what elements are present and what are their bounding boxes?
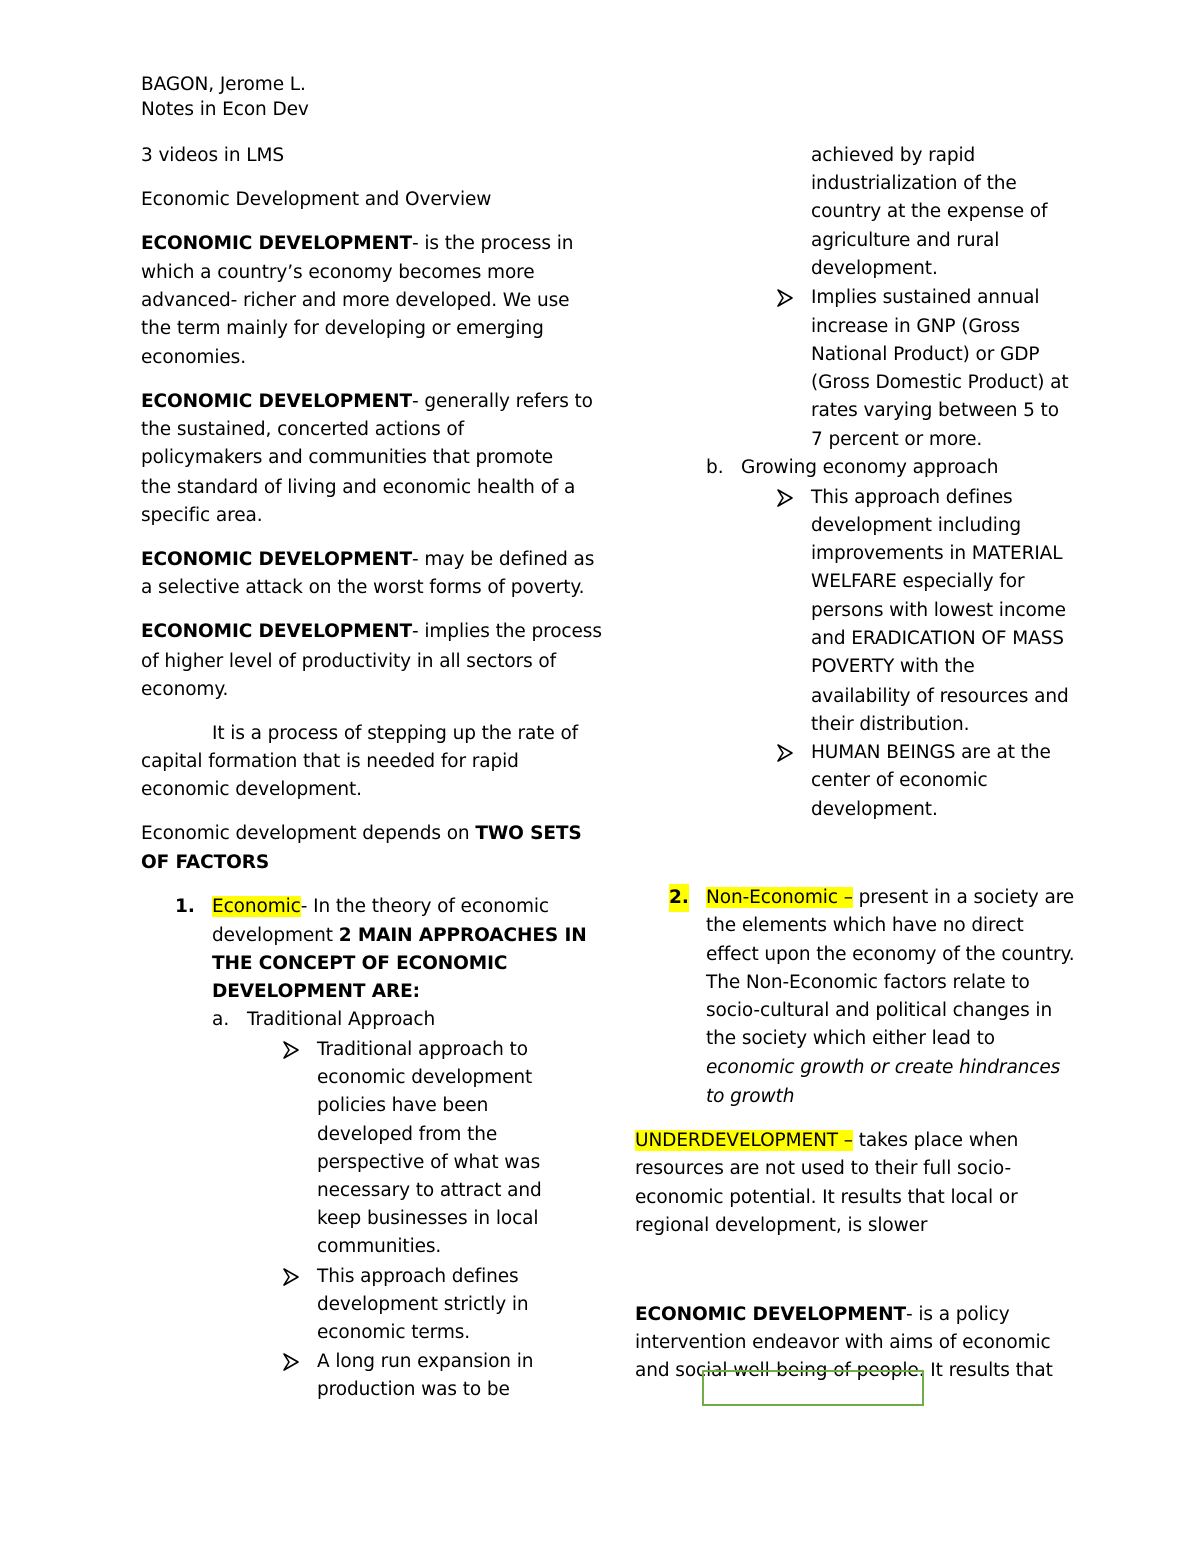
arrowhead-bullet-icon (282, 1348, 300, 1376)
definition-3-line (141, 546, 594, 574)
underdevelopment-line: economic potential. It results that local or (635, 1187, 1018, 1208)
factors-intro (141, 820, 582, 848)
item-2-line: socio-cultural and political changes in (706, 1000, 1053, 1021)
item-1-line: THE CONCEPT OF ECONOMIC (212, 953, 508, 974)
definition-text: - may be defined as (411, 549, 595, 570)
definition-2-line: the standard of living and economic health of a (141, 477, 576, 498)
arrowhead-bullet-icon (282, 1036, 300, 1064)
bullet-line: POVERTY with the (811, 656, 975, 677)
policy-definition-line: intervention endeavor with aims of economic (635, 1332, 1051, 1353)
bullet-line: (Gross Domestic Product) at (811, 372, 1069, 393)
item-2-line: the society which either lead to (706, 1028, 995, 1049)
bullet-line: necessary to attract and (317, 1180, 542, 1201)
underdevelopment-heading (635, 1127, 1018, 1155)
definition-1-line: economies. (141, 347, 246, 368)
continuation-line: development. (811, 258, 938, 279)
definition-3-line: a selective attack on the worst forms of poverty. (141, 577, 585, 598)
bullet-line: increase in GNP (Gross (811, 316, 1020, 337)
bullet-line: economic development (317, 1067, 533, 1088)
item-1-heading (212, 893, 549, 921)
definition-4-line: economy. (141, 679, 229, 700)
item-2-italic-line: to growth (706, 1086, 795, 1107)
underdevelopment-line: regional development, is slower (635, 1215, 928, 1236)
videos-note: 3 videos in LMS (141, 145, 284, 166)
highlighted-label: UNDERDEVELOPMENT – (635, 1130, 853, 1151)
policy-definition-heading (635, 1301, 1010, 1329)
definition-1-line (141, 230, 573, 258)
bullet-line: improvements in MATERIAL (811, 543, 1063, 564)
term-label: ECONOMIC DEVELOPMENT (141, 391, 412, 412)
author-name: BAGON, Jerome L. (141, 74, 306, 95)
definition-text: - implies the process (411, 621, 602, 642)
bullet-line: development including (811, 515, 1022, 536)
bullet-line: center of economic (811, 770, 988, 791)
definition-1-line: the term mainly for developing or emerging (141, 318, 544, 339)
continuation-line: country at the expense of (811, 201, 1048, 222)
bullet-line: perspective of what was (317, 1152, 541, 1173)
definition-4-line (141, 618, 602, 646)
bullet-line: availability of resources and (811, 686, 1069, 707)
overview-heading: Economic Development and Overview (141, 189, 492, 210)
item-1-line (212, 922, 587, 950)
bullet-line: rates varying between 5 to (811, 400, 1059, 421)
annotation-rectangle[interactable] (702, 1370, 924, 1406)
factors-intro-bold: OF FACTORS (141, 852, 270, 873)
bullet-line: development. (811, 799, 938, 820)
bullet-line: 7 percent or more. (811, 429, 983, 450)
arrowhead-bullet-icon (282, 1263, 300, 1291)
bullet-line: production was to be (317, 1379, 510, 1400)
bullet-line: A long run expansion in (317, 1351, 534, 1372)
bullet-line: This approach defines (317, 1266, 519, 1287)
term-label: ECONOMIC DEVELOPMENT (141, 549, 412, 570)
bullet-line: policies have been (317, 1095, 489, 1116)
factors-intro-bold: TWO SETS (475, 823, 582, 844)
continuation-line: industrialization of the (811, 173, 1017, 194)
definition-text: - is the process in (411, 233, 574, 254)
bullet-line: Implies sustained annual (811, 287, 1040, 308)
item-1-text: development (212, 925, 339, 946)
term-label: ECONOMIC DEVELOPMENT (141, 233, 412, 254)
item-1-line: DEVELOPMENT ARE: (212, 981, 420, 1002)
definition-text: - generally refers to (411, 391, 593, 412)
definition-4-line: of higher level of productivity in all sectors of (141, 651, 557, 672)
arrowhead-bullet-icon (776, 739, 794, 767)
definition-2-line: the sustained, concerted actions of (141, 419, 465, 440)
factors-intro-text: Economic development depends on (141, 823, 476, 844)
item-1-bold: 2 MAIN APPROACHES IN (338, 925, 587, 946)
arrowhead-bullet-icon (776, 284, 794, 312)
item-1-text: - In the theory of economic (300, 896, 549, 917)
policy-definition-line: and social well-being of people. It results that (635, 1360, 1053, 1381)
bullet-line: keep businesses in local (317, 1208, 539, 1229)
bullet-line: developed from the (317, 1124, 498, 1145)
bullet-line: National Product) or GDP (811, 344, 1040, 365)
continuation-line: agriculture and rural (811, 230, 1000, 251)
continuation-line: achieved by rapid (811, 145, 976, 166)
underdevelopment-line: resources are not used to their full socio- (635, 1158, 1012, 1179)
bullet-line: persons with lowest income (811, 600, 1066, 621)
term-label: ECONOMIC DEVELOPMENT (141, 621, 412, 642)
arrowhead-bullet-icon (776, 484, 794, 512)
process-line: capital formation that is needed for rapid (141, 751, 519, 772)
item-2-heading (706, 884, 1074, 912)
bullet-line: their distribution. (811, 714, 970, 735)
sub-item-b-label: Growing economy approach (741, 457, 999, 478)
process-line: It is a process of stepping up the rate of (212, 723, 579, 744)
bullet-line: HUMAN BEINGS are at the (811, 742, 1051, 763)
bullet-line: WELFARE especially for (811, 571, 1025, 592)
sub-item-a-label: Traditional Approach (247, 1009, 436, 1030)
definition-1-line: which a country’s economy becomes more (141, 262, 535, 283)
item-2-italic-line: economic growth or create hindrances (706, 1057, 1061, 1078)
definition-2-line: specific area. (141, 505, 263, 526)
highlighted-label: Economic (212, 896, 301, 917)
policy-definition-text: - is a policy (905, 1304, 1010, 1325)
definition-2-line: policymakers and communities that promote (141, 447, 554, 468)
bullet-line: communities. (317, 1236, 442, 1257)
highlighted-label: Non-Economic – (706, 887, 853, 908)
underdevelopment-text: takes place when (852, 1130, 1019, 1151)
definition-1-line: advanced- richer and more developed. We use (141, 290, 570, 311)
bullet-line: This approach defines (811, 487, 1013, 508)
process-line: economic development. (141, 779, 362, 800)
bullet-line: Traditional approach to (317, 1039, 528, 1060)
bullet-line: development strictly in (317, 1294, 529, 1315)
list-number: 2. (669, 884, 689, 912)
bullet-line: and ERADICATION OF MASS (811, 628, 1064, 649)
list-number: 1. (175, 896, 195, 917)
document-subtitle: Notes in Econ Dev (141, 99, 309, 120)
list-letter: a. (212, 1009, 230, 1030)
list-letter: b. (706, 457, 724, 478)
bullet-line: economic terms. (317, 1322, 471, 1343)
definition-2-line (141, 388, 593, 416)
item-2-line: the elements which have no direct (706, 915, 1024, 936)
item-2-line: effect upon the economy of the country. (706, 944, 1075, 965)
term-label: ECONOMIC DEVELOPMENT (635, 1304, 906, 1325)
item-2-line: The Non-Economic factors relate to (706, 972, 1030, 993)
item-2-text: present in a society are (852, 887, 1075, 908)
